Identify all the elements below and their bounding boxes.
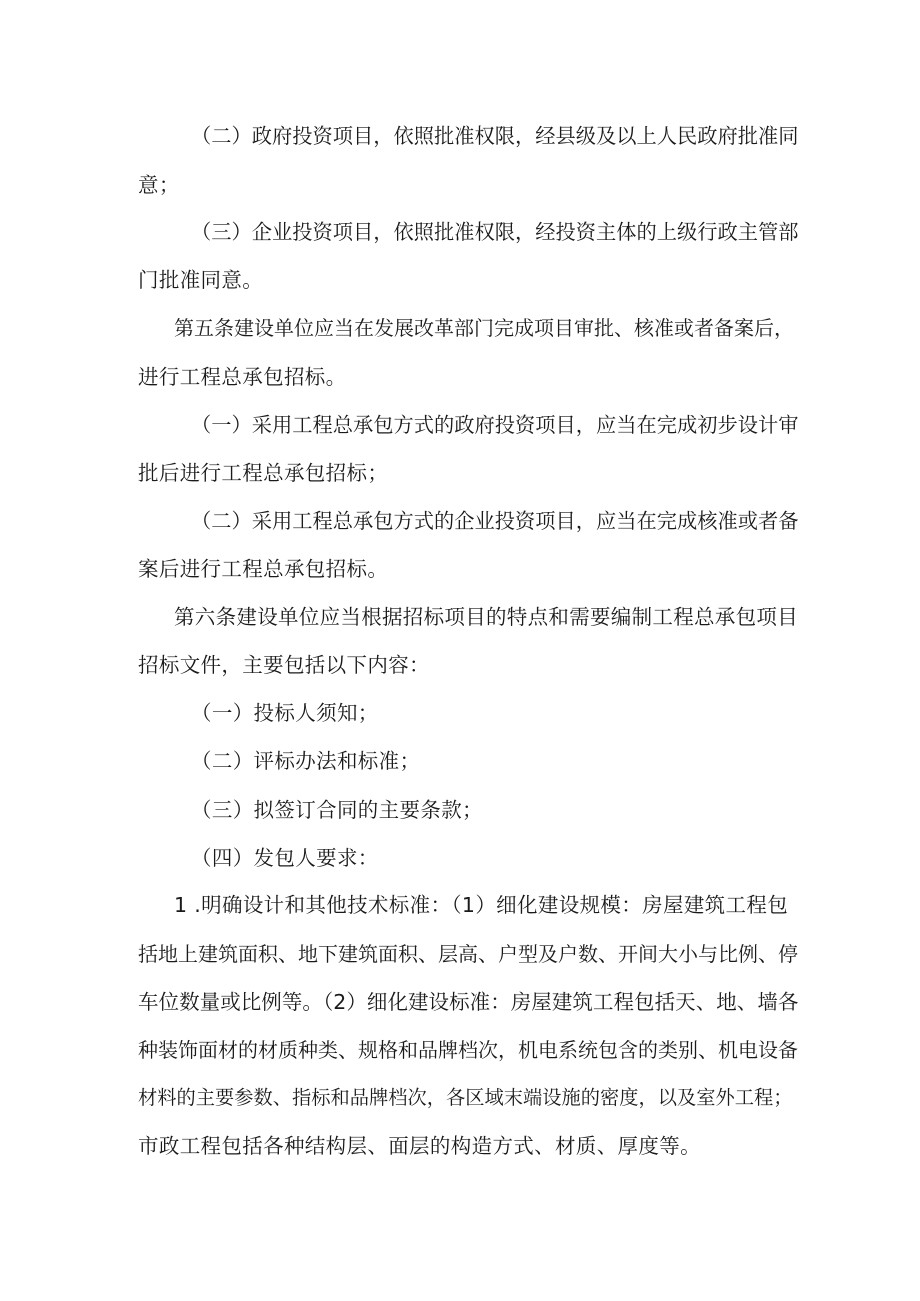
paragraph-line: （一）投标人须知； [191, 701, 379, 725]
paragraph-line: （三）企业投资项目，依照批准权限，经投资主体的上级行政主管部 [191, 220, 799, 244]
paragraph-line: 进行工程总承包招标。 [138, 365, 347, 389]
paragraph-line: 案后进行工程总承包招标。 [138, 557, 389, 581]
paragraph-line: 招标文件，主要包括以下内容： [138, 653, 430, 677]
paragraph-line: 第五条建设单位应当在发展改革部门完成项目审批、核准或者备案后， [174, 316, 794, 340]
paragraph-line: （二）评标办法和标准； [191, 749, 421, 773]
paragraph-line: 门批准同意。 [138, 268, 264, 292]
paragraph-line: 1 .明确设计和其他技术标准：（1）细化建设规模：房屋建筑工程包 [174, 893, 789, 917]
paragraph-line: 材料的主要参数、指标和品牌档次，各区域末端设施的密度，以及室外工程； [138, 1086, 793, 1109]
paragraph-line: 车位数量或比例等。（2）细化建设标准：房屋建筑工程包括天、地、墙各 [138, 990, 799, 1014]
paragraph-line: 市政工程包括各种结构层、面层的构造方式、材质、厚度等。 [138, 1134, 701, 1158]
paragraph-line: （三）拟签订合同的主要条款； [191, 798, 483, 822]
paragraph-line: 意； [138, 173, 180, 197]
paragraph-line: （二）采用工程总承包方式的企业投资项目，应当在完成核准或者备 [191, 509, 799, 533]
paragraph-line: 种装饰面材的材质种类、规格和品牌档次，机电系统包含的类别、机电设备 [138, 1038, 798, 1062]
paragraph-line: （一）采用工程总承包方式的政府投资项目，应当在完成初步设计审 [191, 413, 799, 437]
paragraph-line: 第六条建设单位应当根据招标项目的特点和需要编制工程总承包项目 [174, 605, 798, 629]
paragraph-line: 括地上建筑面积、地下建筑面积、层高、户型及户数、开间大小与比例、停 [138, 942, 798, 966]
paragraph-line: （四）发包人要求： [191, 846, 379, 870]
paragraph-line: （二）政府投资项目，依照批准权限，经县级及以上人民政府批准同 [191, 124, 799, 148]
paragraph-line: 批后进行工程总承包招标； [138, 461, 389, 485]
